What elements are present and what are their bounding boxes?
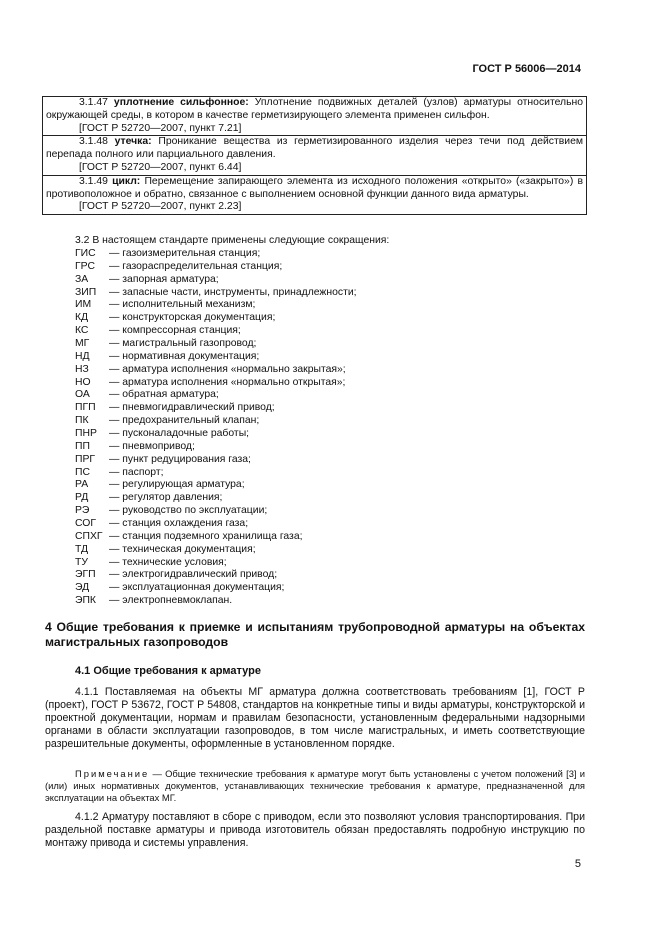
abbreviation-definition: — электрогидравлический привод; [109,569,278,581]
abbreviation-code: ПС [75,466,90,478]
paragraph-4-1-2: 4.1.2 Арматуру поставляют в сборе с приводом, если это позволяют условия транспортирования. При раздельной поставке арматуры и привода изготовитель обязан предоставлять подробную инструкцию по монтажу привода и системы управления. [45,811,585,849]
abbreviation-code: МГ [75,338,90,350]
abbreviation-code: КД [75,312,89,324]
term-number: 3.1.47 [79,97,108,108]
abbreviation-row [75,531,357,544]
document-code: ГОСТ Р 56006—2014 [472,63,581,75]
note [45,768,585,804]
abbreviation-code: ПГП [75,402,96,414]
abbreviation-definition: — компрессорная станция; [109,325,241,337]
abbreviation-code: ГРС [75,260,95,272]
abbreviation-definition: — обратная арматура; [109,389,219,401]
abbreviation-definition: — станция подземного хранилища газа; [109,530,303,542]
abbreviation-row [75,467,357,480]
abbreviation-code: НЗ [75,363,89,375]
abbreviation-definition: — пневмопривод; [109,440,195,452]
term-text [46,176,583,202]
term-entry [43,97,586,136]
abbreviation-definition: — руководство по эксплуатации; [109,505,268,517]
abbreviation-row [75,492,357,505]
abbreviation-row [75,377,357,390]
abbreviation-row [75,544,357,557]
abbreviation-code: ПРГ [75,453,96,465]
abbreviation-definition: — технические условия; [109,556,227,568]
term-entry [43,136,586,175]
abbreviation-definition: — электропневмоклапан. [109,595,233,607]
abbreviation-definition: — регулятор давления; [109,492,223,504]
abbreviation-definition: — арматура исполнения «нормально закрытая»; [109,363,346,375]
abbreviation-row [75,261,357,274]
abbreviation-code: РД [75,492,89,504]
term-definition: Проникание вещества из герметизированного изделия через течи под действием перепада полного или парциального давления. [46,136,584,161]
subsection-title: 4.1 Общие требования к арматуре [75,665,261,677]
abbreviation-row [75,441,357,454]
abbreviation-row [75,505,357,518]
note-text: — Общие технические требования к арматуре могут быть установлены с учетом положений [3] и (или) иных нормативных документов, устанавливающих технические требования к арматуре, предназначенной для эксплуатации на объектах МГ. [45,768,586,803]
abbreviation-code: ЭГП [75,569,96,581]
term-number: 3.1.49 [79,175,108,187]
abbreviation-definition: — эксплуатационная документация; [109,582,285,594]
abbreviation-row [75,312,357,325]
abbreviation-code: СОГ [75,518,96,530]
abbreviation-code: ТД [75,543,89,555]
page-number: 5 [574,858,581,870]
abbreviation-definition: — нормативная документация; [109,350,260,362]
abbreviation-code: ЭД [75,582,90,594]
term-name: цикл: [112,175,141,187]
term-entry [43,176,586,214]
abbreviation-code: НО [75,376,91,388]
abbreviation-row [75,287,357,300]
abbreviation-definition: — пункт редуцирования газа; [109,453,251,465]
term-number: 3.1.48 [79,136,108,148]
term-reference: [ГОСТ Р 52720—2007, пункт 6.44] [79,161,242,173]
abbreviation-definition: — магистральный газопровод; [109,338,257,350]
abbreviation-row [75,338,357,351]
abbreviation-row [75,248,357,261]
abbreviation-code: ЗА [75,273,89,285]
abbreviation-code: ЗИП [75,286,97,298]
abbreviation-row [75,402,357,415]
abbreviation-definition: — запорная арматура; [109,273,219,285]
abbreviation-definition: — станция охлаждения газа; [109,518,249,530]
abbreviation-code: ПП [75,440,90,452]
abbreviation-row [75,389,357,402]
section-title: 4 Общие требования к приемке и испытаниям трубопроводной арматуры на объектах магистральных газопроводов [45,620,585,649]
abbreviation-definition: — газораспределительная станция; [109,260,283,272]
abbreviation-definition: — газоизмерительная станция; [109,248,261,259]
abbreviation-definition: — предохранительный клапан; [109,415,260,427]
abbreviation-row [75,325,357,338]
abbreviation-row [75,595,357,608]
term-reference: [ГОСТ Р 52720—2007, пункт 7.21] [79,122,242,134]
abbreviation-code: ПНР [75,428,97,440]
abbreviation-definition: — пневмогидравлический привод; [109,402,275,414]
abbreviation-definition: — регулирующая арматура; [109,479,245,491]
abbreviation-row [75,582,357,595]
paragraph-4-1-1: 4.1.1 Поставляемая на объекты МГ арматура должна соответствовать требованиям [1], ГОСТ Р (проект), ГОСТ Р 53672, ГОСТ Р 54808, стандартов на конкретные типы и виды арматуры, конструкторской и проектной документации, нормам и правилам безопасности, установленным федеральными надзорными органами в области эксплуатации газопроводов, в том числе магистральных, и иметь соответствующие разрешительные документы, оформленные в установленном порядке. [45,686,585,750]
abbreviation-definition: — паспорт; [109,466,164,478]
abbreviation-row [75,518,357,531]
abbreviation-code: ЭПК [75,595,96,607]
term-name: утечка: [114,136,152,148]
abbreviation-code: СПХГ [75,530,103,542]
abbreviation-code: НД [75,350,90,362]
term-name: уплотнение сильфонное: [113,97,249,108]
abbreviation-row [75,557,357,570]
abbreviation-row [75,454,357,467]
abbreviation-row [75,364,357,377]
abbreviation-row [75,479,357,492]
abbreviation-row [75,428,357,441]
abbreviation-code: ТУ [75,556,88,568]
abbreviations-intro: 3.2 В настоящем стандарте применены следующие сокращения: [75,235,390,246]
abbreviation-code: ОА [75,389,90,401]
note-label: Примечание [75,768,150,779]
abbreviation-code: КС [75,325,89,337]
abbreviation-row [75,351,357,364]
abbreviation-definition: — пусконаладочные работы; [109,428,250,440]
term-text [46,136,583,162]
abbreviation-code: ПК [75,415,89,427]
term-text [46,97,583,123]
abbreviation-definition: — конструкторская документация; [109,312,276,324]
terms-table [42,96,587,215]
abbreviation-definition: — арматура исполнения «нормально открытая»; [109,376,346,388]
abbreviation-code: РЭ [75,505,90,517]
abbreviation-row [75,415,357,428]
abbreviation-definition: — запасные части, инструменты, принадлежности; [109,286,357,298]
abbreviation-definition: — техническая документация; [109,543,256,555]
abbreviation-definition: — исполнительный механизм; [109,299,256,311]
term-definition: Перемещение запирающего элемента из исходного положения «открыто» («закрыто») в противоположное и обратно, связанное с выполнением основной функции данного вида арматуры. [46,175,584,200]
abbreviation-code: ИМ [75,299,92,311]
abbreviations-list [75,248,357,608]
abbreviation-code: ГИС [75,248,96,259]
abbreviation-code: РА [75,479,89,491]
abbreviation-row [75,274,357,287]
term-definition: Уплотнение подвижных деталей (узлов) арматуры относительно окружающей среды, в котором в качестве герметизирующего элемента применен сильфон. [46,97,584,121]
abbreviation-row [75,299,357,312]
abbreviation-row [75,569,357,582]
term-reference: [ГОСТ Р 52720—2007, пункт 2.23] [79,201,242,213]
